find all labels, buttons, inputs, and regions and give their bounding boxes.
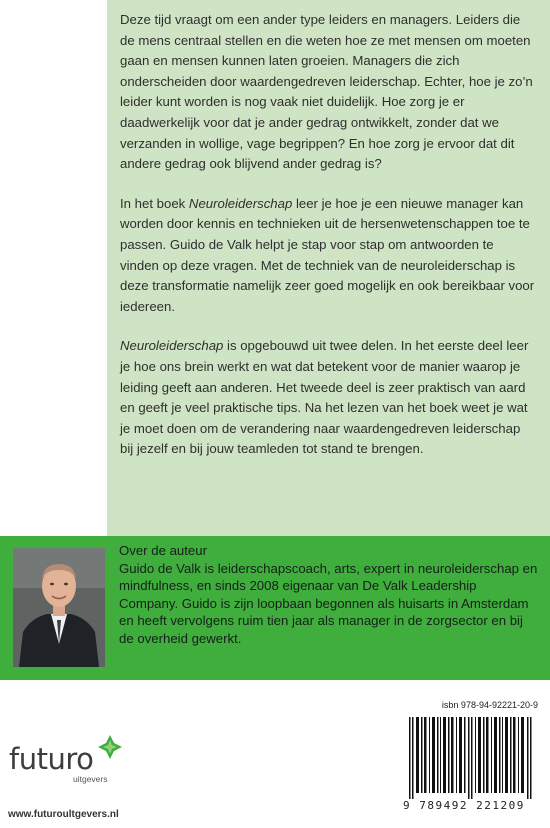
isbn-number: isbn 978-94-92221-20-9 [441, 700, 538, 710]
paragraph-2-intro: In het boek [120, 195, 189, 211]
paragraph-2-body: leer je hoe je een nieuwe manager kan worden door kennis en technieken uit de hersenwetenschappen toe te passen. Guido de Valk helpt je stap voor stap om antwoorden te vinden op deze vragen. Met de techniek van de neuroleiderschap is deze transformatie namelijk zeer goed mogelijk en ook bereikbaar voor iedereen. [120, 195, 535, 314]
author-photo [13, 548, 105, 667]
logo-cross-icon [97, 734, 123, 760]
back-cover-description [107, 0, 550, 536]
barcode-digits: 9 789492 221209 [403, 799, 525, 812]
logo-wordmark: futuro [9, 742, 94, 776]
author-bio-text: Guido de Valk is leiderschapscoach, arts, expert in neuroleiderschap en mindfulness, en sinds 2008 eigenaar van De Valk Leadership Company. Guido is zijn loopbaan begonnen als huisarts in Amsterdam en heeft vervolgens ruim tien jaar als manager in de zorgsector en bij de overheid gewerkt. [119, 560, 538, 646]
description-paragraph-1: Deze tijd vraagt om een ander type leiders en managers. Leiders die de mens centraal stellen en die weten hoe ze met mensen om moeten gaan en mensen kunnen laten groeien. Managers die zich onderscheiden door waardengedreven leiderschap. Echter, hoe je zo’n leider kunt worden is nog vaak niet duidelijk. Hoe zorg je er daadwerkelijk voor dat je ander gedrag ontwikkelt, zonder dat we verzanden in wollige, vage begrippen? En hoe zorg je ervoor dat dit andere gedrag ook blijvend ander gedrag is? [120, 12, 533, 172]
author-section [0, 536, 550, 680]
paragraph-3-body: is opgebouwd uit twee delen. In het eerste deel leer je hoe ons brein werkt en wat dat betekent voor de manier waarop je leiding geeft aan anderen. Het tweede deel is zeer praktisch van aard en geeft je veel praktische tips. Na het lezen van het boek weet je wat je moet doen om de verandering naar waardengedreven leiderschap bij jezelf en bij jouw teamleden tot stand te brengen. [120, 338, 529, 457]
book-title-inline: Neuroleiderschap [188, 195, 293, 211]
left-margin [0, 0, 107, 536]
publisher-website: www.futuroultgevers.nl [8, 809, 119, 820]
author-portrait-icon [13, 548, 105, 667]
author-bio [119, 542, 539, 648]
book-title-inline-2: Neuroleiderschap [120, 338, 224, 354]
barcode-icon [409, 717, 534, 799]
publisher-logo [9, 732, 129, 784]
isbn-barcode [399, 697, 542, 816]
author-heading: Over de auteur [119, 543, 207, 558]
description-paragraph-3 [120, 336, 536, 460]
logo-subtitle: uitgevers [73, 774, 108, 784]
description-paragraph-2 [120, 194, 536, 318]
